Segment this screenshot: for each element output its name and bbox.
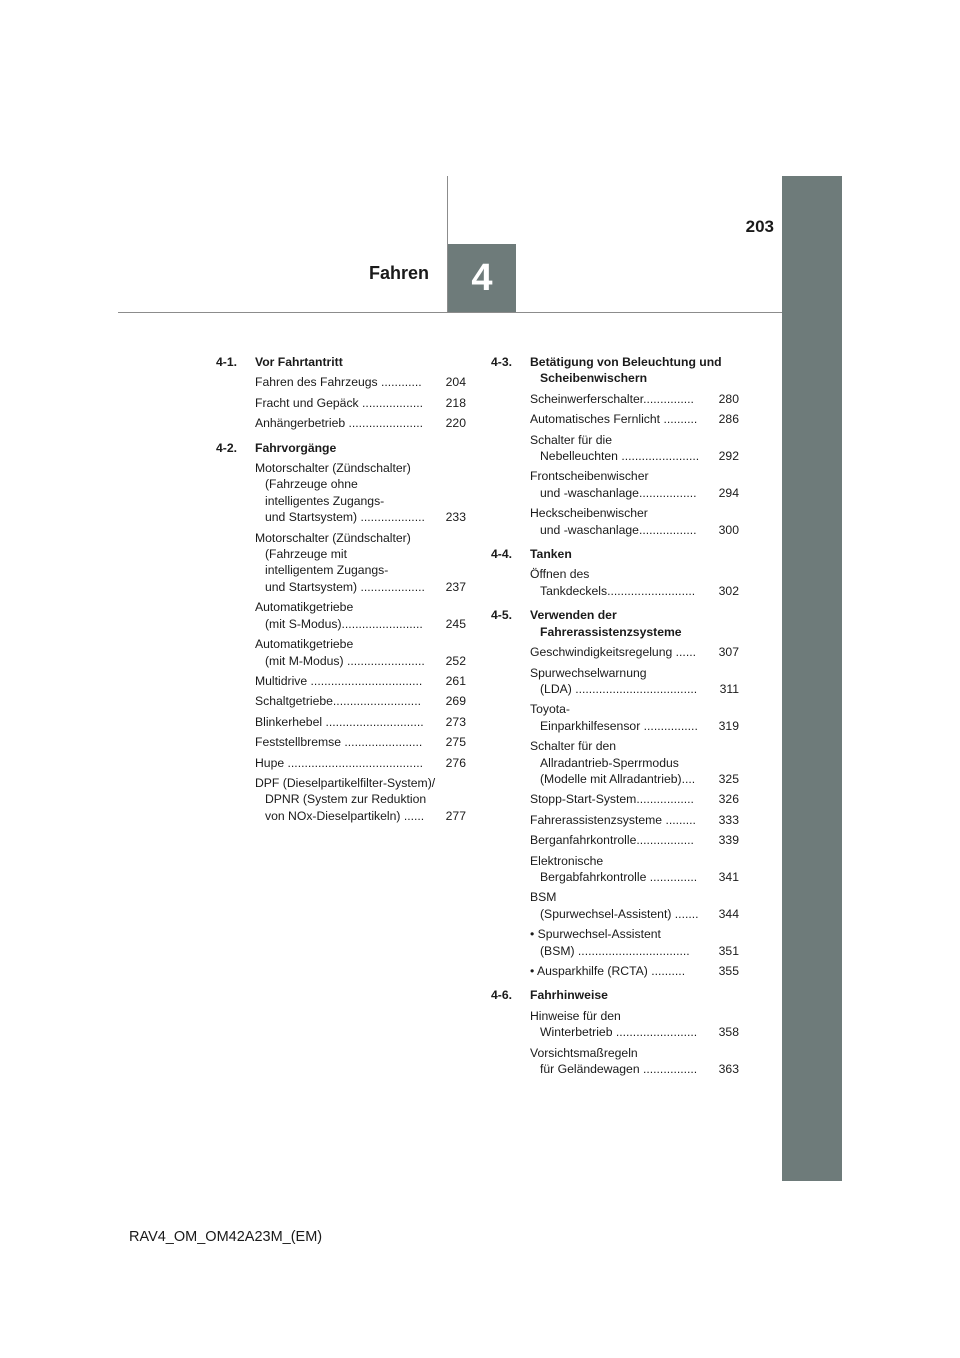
- entry-title-text: • Ausparkhilfe (RCTA): [530, 964, 652, 978]
- entry-leader-dots: ........................: [341, 616, 423, 631]
- toc-entry[interactable]: [530, 1008, 739, 1041]
- entry-leader-dots: ............: [381, 375, 422, 390]
- entry-title: [530, 963, 717, 979]
- toc-entry[interactable]: [530, 738, 739, 787]
- toc-entry[interactable]: [255, 530, 466, 596]
- entry-leader-dots: ......................: [348, 416, 424, 431]
- entry-title: [530, 391, 717, 407]
- chapter-number: 4: [471, 256, 493, 299]
- toc-entry[interactable]: [255, 775, 466, 824]
- entry-leader-dots: ................: [643, 1062, 698, 1077]
- entry-page-number: 294: [718, 485, 739, 500]
- entry-page-number: 218: [445, 395, 466, 410]
- entry-page-number: 339: [718, 833, 739, 848]
- entry-title-text: Automatikgetriebe (mit M-Modus): [255, 637, 354, 668]
- entry-title: [255, 673, 444, 689]
- section-number: 4-4.: [491, 547, 513, 562]
- entry-title-text: Elektronische Bergabfahrkontrolle: [530, 853, 647, 884]
- entry-page-number: 204: [445, 375, 466, 390]
- toc-entry[interactable]: [530, 812, 739, 828]
- entry-title-text: Automatikgetriebe (mit S-Modus): [255, 600, 354, 631]
- entry-title: [530, 432, 717, 465]
- entry-title: [255, 714, 444, 730]
- entry-title: [530, 738, 717, 787]
- toc-entry[interactable]: [255, 673, 466, 689]
- entry-leader-dots: .................: [638, 522, 697, 537]
- section-heading: [491, 546, 739, 562]
- section-heading: [491, 607, 739, 640]
- entry-page-number: 277: [445, 808, 466, 823]
- entry-title: [255, 693, 444, 709]
- entry-title: [255, 636, 444, 669]
- entry-title: [530, 665, 718, 698]
- entry-title: [530, 1008, 717, 1041]
- toc-entry[interactable]: [530, 889, 739, 922]
- entry-leader-dots: ...................: [360, 510, 425, 525]
- entry-leader-dots: ....................................: [575, 681, 698, 696]
- entry-title: [530, 812, 717, 828]
- entry-leader-dots: ................: [643, 718, 698, 733]
- toc-entry[interactable]: [530, 832, 739, 848]
- entry-title-text: BSM (Spurwechsel-Assistent): [530, 890, 672, 921]
- entry-title-text: Geschwindigkeitsregelung: [530, 645, 676, 660]
- toc-entry[interactable]: [530, 926, 739, 959]
- entry-page-number: 252: [445, 653, 466, 668]
- toc-entry[interactable]: [530, 411, 739, 427]
- toc-entry[interactable]: [530, 505, 739, 538]
- entry-leader-dots: .............................: [325, 714, 424, 729]
- toc-column-right: [491, 354, 739, 1085]
- toc-entry[interactable]: [530, 391, 739, 407]
- entry-title-text: DPF (Dieselpartikelfilter-System)/ DPNR (System zur Reduktion von NOx-Dieselpartikeln): [255, 775, 436, 823]
- section-number: 4-1.: [216, 355, 238, 369]
- entry-title: [530, 832, 717, 848]
- entry-page-number: 355: [718, 964, 739, 978]
- toc-section: [216, 440, 466, 825]
- entry-title: [255, 460, 444, 526]
- entry-title-text: Schalter für die Nebelleuchten: [530, 432, 618, 464]
- toc-entry[interactable]: [530, 791, 739, 807]
- entry-page-number: 319: [718, 718, 739, 733]
- toc-entry[interactable]: [530, 644, 739, 660]
- toc-entry[interactable]: [255, 755, 466, 771]
- entry-page-number: 325: [718, 771, 739, 786]
- section-heading: [491, 987, 739, 1003]
- entry-page-number: 358: [718, 1025, 739, 1040]
- entry-title: [255, 599, 444, 632]
- entry-title-text: Berganfahrkontrolle: [530, 833, 637, 848]
- toc-entry[interactable]: [530, 468, 739, 501]
- header-divider-horizontal: [118, 312, 782, 313]
- entry-leader-dots: .......................: [621, 449, 700, 464]
- entry-title-text: Hinweise für den Winterbetrieb: [530, 1008, 621, 1040]
- toc-entry[interactable]: [255, 714, 466, 730]
- entry-title: [255, 415, 444, 431]
- entry-title-text: Schaltgetriebe: [255, 694, 333, 709]
- entry-title: [530, 1045, 717, 1078]
- entry-title-text: Spurwechselwarnung (LDA): [530, 665, 647, 696]
- entry-page-number: 292: [718, 449, 739, 464]
- entry-page-number: 269: [445, 694, 466, 709]
- section-number: 4-6.: [491, 988, 513, 1003]
- section-heading: [491, 354, 739, 387]
- toc-entry[interactable]: [255, 693, 466, 709]
- entry-leader-dots: .................................: [577, 943, 690, 958]
- entry-title-text: Fahrerassistenzsysteme: [530, 812, 666, 827]
- toc-column-left: [216, 354, 466, 832]
- entry-page-number: 261: [445, 673, 466, 688]
- entry-title-text: Feststellbremse: [255, 735, 345, 750]
- entry-title: [530, 701, 717, 734]
- entry-leader-dots: ...............: [643, 391, 694, 406]
- entry-page-number: 280: [718, 391, 739, 406]
- entry-title: [255, 775, 444, 824]
- section-title: Vor Fahrtantritt: [255, 355, 343, 369]
- entry-title: [530, 411, 717, 427]
- entry-title-text: Öffnen des Tankdeckels: [530, 567, 608, 598]
- entry-page-number: 307: [718, 645, 739, 660]
- section-title: Tanken: [530, 547, 572, 562]
- toc-section: [216, 354, 466, 432]
- entry-leader-dots: ........................................: [287, 755, 423, 770]
- entry-title-text: Schalter für den Allradantrieb-Sperrmodus (Modelle mit Allradantrieb): [530, 739, 682, 786]
- toc-entry[interactable]: [255, 460, 466, 526]
- entry-title: [255, 755, 444, 771]
- section-title: Fahrhinweise: [530, 988, 608, 1003]
- entry-leader-dots: ......: [403, 808, 425, 823]
- section-heading: [216, 440, 466, 456]
- entry-leader-dots: ..................: [362, 395, 423, 410]
- entry-leader-dots: ....: [681, 771, 696, 786]
- section-number: 4-5.: [491, 608, 513, 623]
- entry-leader-dots: ..........................: [332, 694, 421, 709]
- section-number: 4-3.: [491, 355, 513, 369]
- section-heading: [216, 354, 466, 370]
- toc-entry[interactable]: [530, 853, 739, 886]
- chapter-number-box: [448, 244, 516, 312]
- toc-section: [491, 546, 739, 599]
- entry-page-number: 302: [718, 583, 739, 598]
- entry-page-number: 344: [718, 906, 739, 921]
- entry-leader-dots: .................................: [310, 673, 423, 688]
- entry-page-number: 333: [718, 812, 739, 827]
- entry-title-text: Automatisches Fernlicht: [530, 412, 664, 427]
- entry-title-text: Anhängerbetrieb: [255, 416, 349, 431]
- toc-entry[interactable]: [530, 1045, 739, 1078]
- page-number: 203: [745, 217, 774, 236]
- entry-title-text: Heckscheibenwischer und -waschanlage: [530, 506, 648, 537]
- section-number: 4-2.: [216, 440, 238, 455]
- entry-title-text: • Spurwechsel-Assistent (BSM): [530, 927, 661, 958]
- entry-title: [530, 889, 717, 922]
- entry-leader-dots: ........................: [615, 1025, 698, 1040]
- entry-page-number: 245: [445, 616, 466, 631]
- entry-title-text: Motorschalter (Zündschalter) (Fahrzeuge ohne intelligentes Zugangs- und Startsystem): [255, 461, 411, 525]
- document-code-footer: RAV4_OM_OM42A23M_(EM): [129, 1229, 323, 1245]
- chapter-title: Fahren: [368, 263, 429, 283]
- entry-page-number: 286: [718, 412, 739, 427]
- toc-entry[interactable]: [530, 566, 739, 599]
- entry-title: [530, 644, 717, 660]
- entry-title-text: Stopp-Start-System: [530, 792, 637, 807]
- entry-title-text: Motorschalter (Zündschalter) (Fahrzeuge mit intelligentem Zugangs- und Startsystem): [255, 530, 411, 594]
- entry-leader-dots: ..........: [651, 964, 686, 978]
- entry-page-number: 363: [718, 1062, 739, 1077]
- toc-entry[interactable]: [255, 395, 466, 411]
- toc-entry[interactable]: [255, 599, 466, 632]
- entry-title: [530, 505, 717, 538]
- entry-page-number: 300: [718, 522, 739, 537]
- entry-page-number: 275: [445, 735, 466, 750]
- entry-page-number: 311: [719, 681, 739, 696]
- toc-entry[interactable]: [530, 665, 739, 698]
- entry-title-text: Scheinwerferschalter: [530, 391, 644, 406]
- entry-leader-dots: .........: [665, 812, 696, 827]
- entry-title: [530, 853, 717, 886]
- entry-title-text: Fracht und Gepäck: [255, 395, 363, 410]
- entry-title: [530, 566, 717, 599]
- entry-title: [255, 734, 444, 750]
- entry-leader-dots: .................: [636, 833, 694, 848]
- toc-section: [491, 607, 739, 979]
- section-title: Fahrvorgänge: [255, 440, 337, 455]
- entry-leader-dots: ..........: [663, 412, 698, 427]
- section-title: Betätigung von Beleuchtung und Scheibenwischern: [530, 355, 722, 386]
- entry-leader-dots: ...................: [360, 579, 425, 594]
- entry-leader-dots: ..........................: [607, 583, 696, 598]
- entry-title-text: Toyota- Einparkhilfesensor: [530, 702, 641, 733]
- entry-page-number: 341: [718, 869, 739, 884]
- entry-title: [255, 395, 444, 411]
- entry-title: [255, 530, 444, 596]
- toc-section: [491, 354, 739, 538]
- entry-page-number: 220: [445, 416, 466, 431]
- section-title: Verwenden der Fahrerassistenzsysteme: [530, 608, 682, 639]
- entry-title: [530, 926, 717, 959]
- entry-leader-dots: .................: [636, 792, 694, 807]
- entry-title: [530, 791, 717, 807]
- toc-entry[interactable]: [255, 636, 466, 669]
- entry-title-text: Multidrive: [255, 673, 311, 688]
- entry-leader-dots: ..............: [649, 869, 698, 884]
- entry-title-text: Blinkerhebel: [255, 714, 326, 729]
- entry-leader-dots: .......: [674, 906, 699, 921]
- entry-leader-dots: .......................: [346, 653, 425, 668]
- entry-page-number: 276: [445, 755, 466, 770]
- entry-leader-dots: .................: [638, 485, 697, 500]
- toc-entry[interactable]: [255, 415, 466, 431]
- entry-leader-dots: .......................: [344, 735, 423, 750]
- entry-page-number: 273: [445, 714, 466, 729]
- entry-title-text: Vorsichtsmaßregeln für Geländewagen: [530, 1045, 640, 1077]
- toc-entry[interactable]: [255, 734, 466, 750]
- entry-leader-dots: ......: [675, 645, 696, 660]
- entry-title-text: Frontscheibenwischer und -waschanlage: [530, 469, 649, 500]
- entry-page-number: 237: [445, 579, 466, 594]
- entry-title: [530, 468, 717, 501]
- toc-entry[interactable]: [530, 963, 739, 979]
- toc-entry[interactable]: [530, 701, 739, 734]
- chapter-side-tab: [782, 176, 842, 1181]
- entry-title-text: Fahren des Fahrzeugs: [255, 375, 382, 390]
- entry-page-number: 326: [718, 792, 739, 807]
- toc-entry[interactable]: [530, 432, 739, 465]
- entry-title-text: Hupe: [255, 755, 288, 770]
- entry-title: [255, 374, 444, 390]
- toc-section: [491, 987, 739, 1077]
- entry-page-number: 351: [718, 943, 739, 958]
- entry-page-number: 233: [445, 510, 466, 525]
- toc-entry[interactable]: [255, 374, 466, 390]
